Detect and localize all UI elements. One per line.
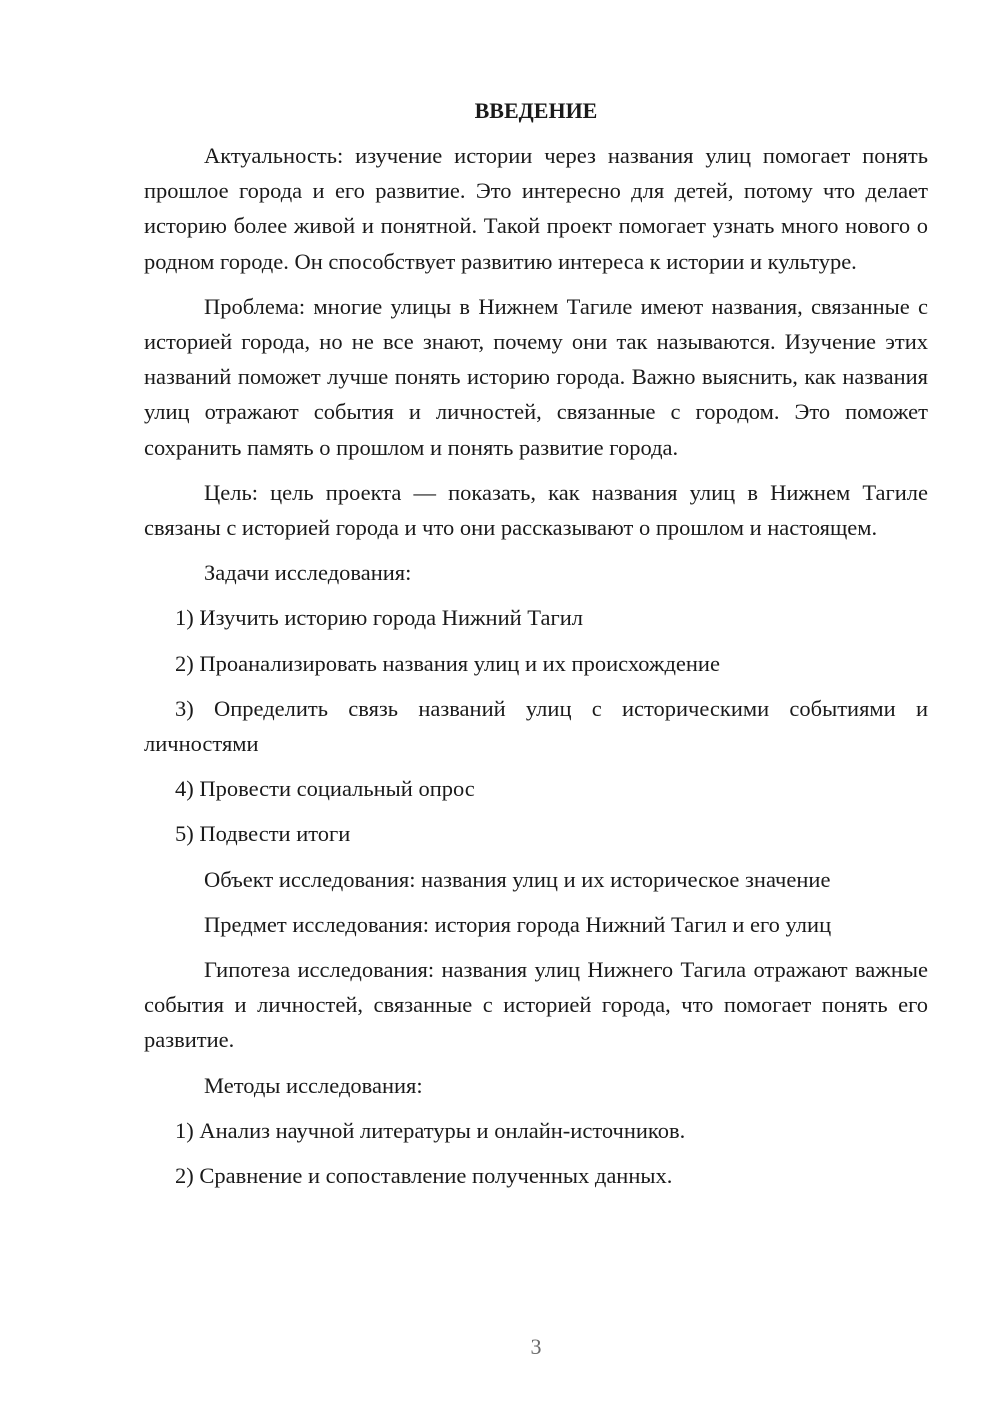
task-item-5: 5) Подвести итоги [175,821,351,847]
relevance-paragraph: Актуальность: изучение истории через названия улиц помогает понять прошлое города и его развитие. Это интересно для детей, потому что делает историю более живой и понятной. Такой проект помогает узнать много нового о родном городе. Он способствует развитию интереса к истории и культуре. [144,143,928,274]
task-item-2: 2) Проанализировать названия улиц и их происхождение [175,650,720,676]
tasks-heading: Задачи исследования: [204,560,412,586]
method-item-2: 2) Сравнение и сопоставление полученных данных. [175,1163,673,1189]
object-paragraph: Объект исследования: названия улиц и их историческое значение [204,866,831,892]
subject-paragraph: Предмет исследования: история города Нижний Тагил и его улиц [204,911,832,937]
task-item-1: 1) Изучить историю города Нижний Тагил [175,605,583,631]
page-number: 3 [530,1334,542,1359]
problem-paragraph: Проблема: многие улицы в Нижнем Тагиле имеют названия, связанные с историей города, но не все знают, почему они так называются. Изучение этих названий поможет лучше понять историю города. Важно выяснить, как названия улиц отражают события и личностей, связанные с городом. Это поможет сохранить память о прошлом и понять развитие города. [144,293,928,460]
methods-heading: Методы исследования: [204,1072,423,1098]
goal-paragraph: Цель: цель проекта — показать, как названия улиц в Нижнем Тагиле связаны с историей города и что они рассказывают о прошлом и настоящем. [144,479,928,541]
task-item-4: 4) Провести социальный опрос [175,776,475,802]
task-item-3: 3) Определить связь названий улиц с историческими событиями и личностями [144,695,928,757]
method-item-1: 1) Анализ научной литературы и онлайн-источников. [175,1117,686,1143]
section-title: ВВЕДЕНИЕ [474,98,598,123]
hypothesis-paragraph: Гипотеза исследования: названия улиц Нижнего Тагила отражают важные события и личностей, связанные с историей города, что помогает понять его развитие. [144,957,928,1053]
document-page [144,93,928,1203]
